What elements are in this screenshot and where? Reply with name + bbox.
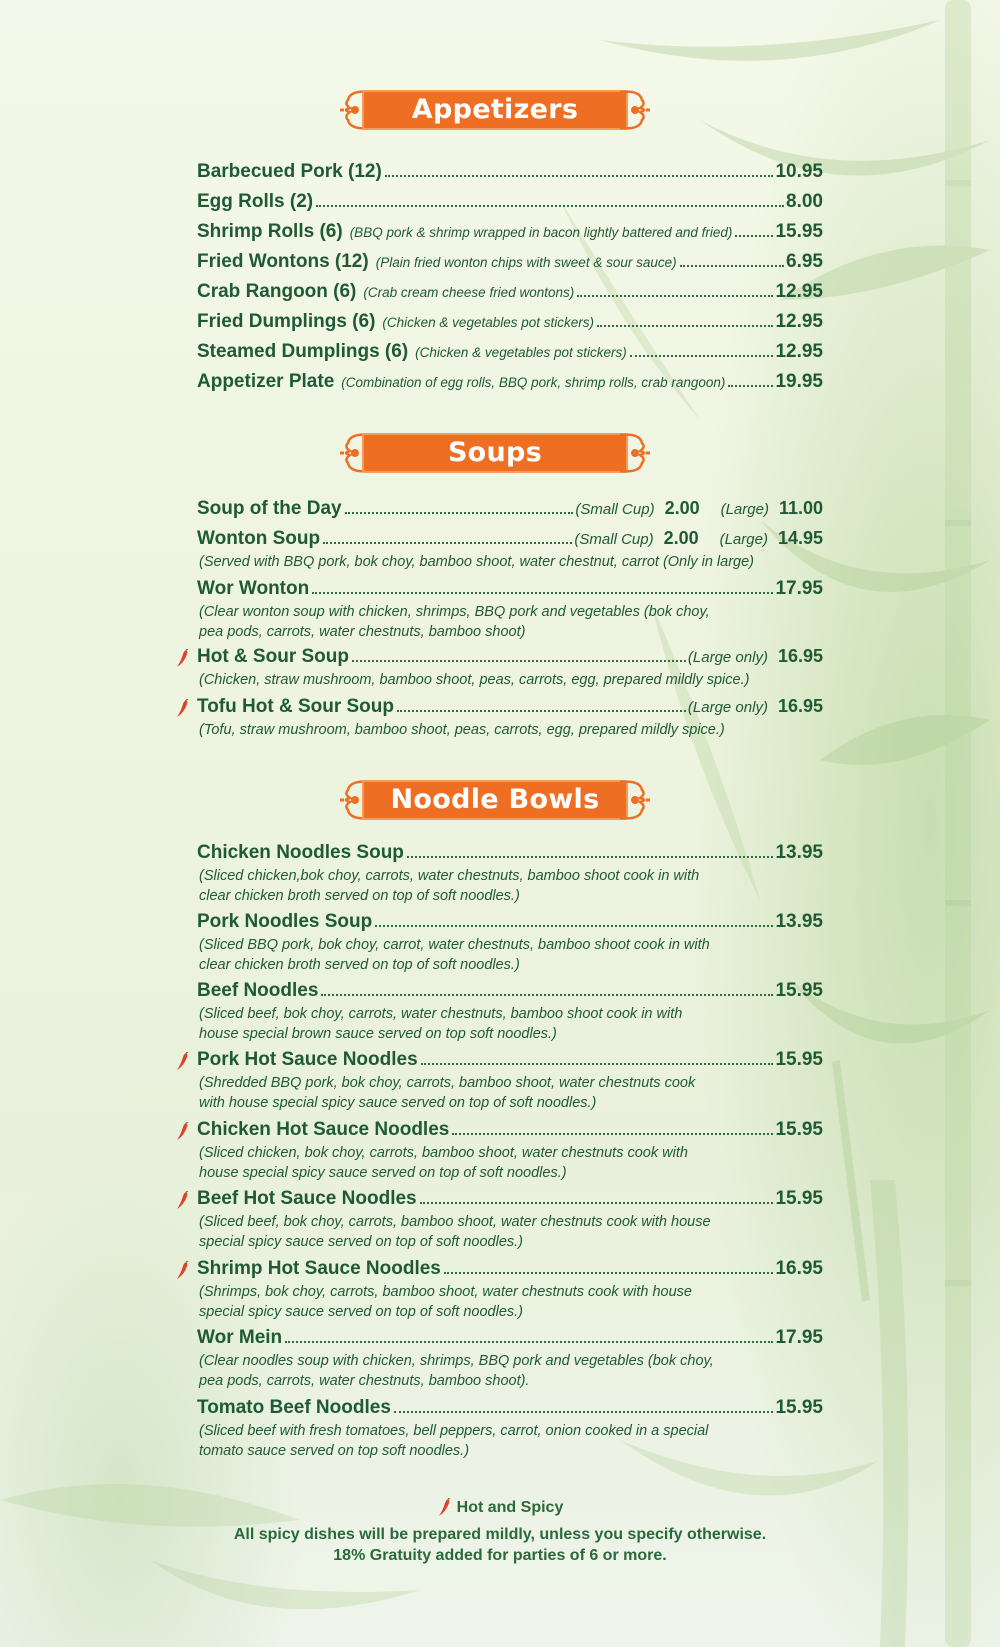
- dot-leader: [597, 325, 773, 327]
- item-price: 15.95: [775, 221, 823, 242]
- menu-item: [197, 221, 823, 245]
- item-name: Tomato Beef Noodles: [197, 1397, 391, 1418]
- item-price: 16.95: [775, 1258, 823, 1279]
- item-line: [197, 311, 823, 335]
- dot-leader: [385, 175, 774, 177]
- item-price: 15.95: [775, 1119, 823, 1140]
- item-description: (Sliced beef, bok choy, carrots, bamboo shoot, water chestnuts cook with house special spicy sauce served on top of soft noodles.): [199, 1214, 711, 1250]
- dot-leader: [444, 1272, 774, 1274]
- chili-pepper-icon: [175, 1261, 191, 1281]
- item-name: Appetizer Plate: [197, 371, 335, 392]
- item-line: [197, 251, 823, 275]
- item-line: [197, 646, 823, 670]
- item-line: [197, 161, 823, 185]
- item-description: (Sliced beef, bok choy, carrots, water chestnuts, bamboo shoot cook in with house special brown sauce served on top soft noodles.): [199, 1006, 683, 1042]
- noodle-bowls-header: [340, 776, 650, 824]
- item-line: [197, 371, 823, 395]
- banner-ornament-right: [620, 776, 650, 824]
- item-name: Chicken Noodles Soup: [197, 842, 404, 863]
- item-price: 8.00: [786, 191, 823, 212]
- item-description: (Sliced BBQ pork, bok choy, carrot, water chestnuts, bamboo shoot cook in with clear chicken broth served on top of soft noodles.): [199, 937, 710, 973]
- item-price: 13.95: [775, 842, 823, 863]
- size-label: (Large): [720, 501, 769, 518]
- item-description: (Clear wonton soup with chicken, shrimps, BBQ pork and vegetables (bok choy, pea pods, carrots, water chestnuts, bamboo shoot): [199, 604, 710, 640]
- item-price: 19.95: [775, 371, 823, 392]
- item-name: Fried Dumplings (6): [197, 311, 376, 332]
- item-name: Hot & Sour Soup: [197, 646, 349, 667]
- size-label: (Large only): [687, 649, 768, 666]
- item-line: [197, 341, 823, 365]
- item-name: Shrimp Rolls (6): [197, 221, 343, 242]
- menu-item: [197, 980, 823, 1044]
- chili-pepper-icon: [175, 699, 191, 719]
- item-description: (Sliced chicken, bok choy, carrots, bamboo shoot, water chestnuts cook with house special spicy sauce served on top of soft noodles.): [199, 1145, 688, 1181]
- item-note: (Chicken & vegetables pot stickers): [382, 315, 594, 330]
- dot-leader: [630, 355, 774, 357]
- item-description: (Shrimps, bok choy, carrots, bamboo shoot, water chestnuts cook with house special spicy sauce served on top of soft noodles.): [199, 1284, 692, 1320]
- item-name: Shrimp Hot Sauce Noodles: [197, 1258, 441, 1279]
- size-price: 2.00: [663, 528, 699, 548]
- item-description: (Served with BBQ pork, bok choy, bamboo shoot, water chestnut, carrot (Only in large): [199, 554, 755, 570]
- item-line: [197, 1188, 823, 1212]
- menu-item: [197, 528, 823, 572]
- menu-item: [197, 251, 823, 275]
- item-description: (Chicken, straw mushroom, bamboo shoot, peas, carrots, egg, prepared mildly spice.): [199, 672, 750, 688]
- item-line: [197, 498, 823, 522]
- item-price: 17.95: [775, 578, 823, 599]
- item-name: Crab Rangoon (6): [197, 281, 357, 302]
- gratuity-note: 18% Gratuity added for parties of 6 or more.: [333, 1546, 667, 1564]
- item-price: 17.95: [775, 1327, 823, 1348]
- menu-item: [197, 1049, 823, 1113]
- item-line: [197, 528, 823, 552]
- item-description: (Sliced chicken,bok choy, carrots, water chestnuts, bamboo shoot cook in with clear chicken broth served on top of soft noodles.): [199, 868, 700, 904]
- menu-item: [197, 911, 823, 975]
- item-name: Fried Wontons (12): [197, 251, 369, 272]
- chili-pepper-icon: [175, 1052, 191, 1072]
- dot-leader: [452, 1133, 773, 1135]
- soups-header: [340, 429, 650, 477]
- banner-ornament-right: [620, 86, 650, 134]
- dot-leader: [375, 925, 773, 927]
- item-name: Steamed Dumplings (6): [197, 341, 409, 362]
- item-line: [197, 578, 823, 602]
- menu-item: [197, 341, 823, 365]
- size-price: 14.95: [777, 528, 823, 548]
- item-price: 12.95: [775, 281, 823, 302]
- item-price: 15.95: [775, 1049, 823, 1070]
- item-description: (Shredded BBQ pork, bok choy, carrots, bamboo shoot, water chestnuts cook with house special spicy sauce served on top of soft noodles.): [199, 1075, 696, 1111]
- item-name: Pork Hot Sauce Noodles: [197, 1049, 418, 1070]
- item-line: [197, 911, 823, 935]
- item-price: 6.95: [786, 251, 823, 272]
- menu-item: [197, 696, 823, 740]
- legend-text: Hot and Spicy: [456, 1499, 564, 1516]
- size-label: (Small Cup): [574, 531, 654, 548]
- dot-leader: [577, 295, 773, 297]
- item-name: Beef Hot Sauce Noodles: [197, 1188, 417, 1209]
- dot-leader: [345, 512, 574, 514]
- dot-leader: [285, 1341, 773, 1343]
- item-line: [197, 696, 823, 720]
- item-name: Soup of the Day: [197, 498, 342, 519]
- dot-leader: [397, 710, 686, 712]
- menu-item: [197, 371, 823, 395]
- item-price: 15.95: [775, 980, 823, 1001]
- banner-ornament-right: [620, 429, 650, 477]
- menu-item: [197, 191, 823, 215]
- chili-pepper-icon: [175, 1191, 191, 1211]
- dot-leader: [421, 1063, 774, 1065]
- size-label: (Small Cup): [575, 501, 655, 518]
- item-price: 13.95: [775, 911, 823, 932]
- dot-leader: [420, 1202, 774, 1204]
- dot-leader: [316, 205, 784, 207]
- chili-pepper-icon: [175, 1122, 191, 1142]
- appetizers-header: [340, 86, 650, 134]
- dot-leader: [323, 542, 572, 544]
- item-name: Tofu Hot & Sour Soup: [197, 696, 394, 717]
- item-note: (Combination of egg rolls, BBQ pork, shrimp rolls, crab rangoon): [341, 375, 726, 390]
- item-description: (Clear noodles soup with chicken, shrimps, BBQ pork and vegetables (bok choy, pea pods, carrots, water chestnuts, bamboo shoot).: [199, 1353, 714, 1389]
- item-price: 12.95: [775, 341, 823, 362]
- item-line: [197, 221, 823, 245]
- item-name: Egg Rolls (2): [197, 191, 314, 212]
- dot-leader: [352, 660, 686, 662]
- menu-item: [197, 281, 823, 305]
- item-line: [197, 842, 823, 866]
- item-name: Wor Mein: [197, 1327, 283, 1348]
- item-line: [197, 1049, 823, 1073]
- menu-footer: [0, 1497, 1000, 1566]
- dot-leader: [312, 592, 773, 594]
- dot-leader: [321, 994, 773, 996]
- size-price: 16.95: [777, 696, 823, 716]
- item-price: 15.95: [775, 1188, 823, 1209]
- item-line: [197, 1258, 823, 1282]
- menu-item: [197, 498, 823, 522]
- item-line: [197, 1397, 823, 1421]
- menu-item: [197, 1188, 823, 1252]
- item-name: Pork Noodles Soup: [197, 911, 373, 932]
- item-line: [197, 281, 823, 305]
- item-name: Wor Wonton: [197, 578, 310, 599]
- menu-item: [197, 161, 823, 185]
- menu-item: [197, 842, 823, 906]
- menu-item: [197, 578, 823, 642]
- menu-item: [197, 311, 823, 335]
- dot-leader: [394, 1411, 774, 1413]
- dot-leader: [407, 856, 774, 858]
- item-description: (Sliced beef with fresh tomatoes, bell peppers, carrot, onion cooked in a special tomato sauce served on top soft noodles.): [199, 1423, 709, 1459]
- dot-leader: [735, 235, 773, 237]
- item-note: (Chicken & vegetables pot stickers): [415, 345, 627, 360]
- item-price: 12.95: [775, 311, 823, 332]
- chili-pepper-icon: [437, 1498, 453, 1518]
- spicy-note: All spicy dishes will be prepared mildly, unless you specify otherwise.: [233, 1525, 767, 1543]
- dot-leader: [728, 385, 773, 387]
- chili-pepper-icon: [175, 649, 191, 669]
- item-note: (BBQ pork & shrimp wrapped in bacon lightly battered and fried): [349, 225, 733, 240]
- menu-item: [197, 1327, 823, 1391]
- item-name: Chicken Hot Sauce Noodles: [197, 1119, 450, 1140]
- item-note: (Plain fried wonton chips with sweet & sour sauce): [375, 255, 677, 270]
- item-name: Barbecued Pork (12): [197, 161, 382, 182]
- item-line: [197, 1327, 823, 1351]
- item-name: Wonton Soup: [197, 528, 321, 549]
- dot-leader: [680, 265, 784, 267]
- item-note: (Crab cream cheese fried wontons): [363, 285, 575, 300]
- appetizers-title: Appetizers: [411, 94, 579, 125]
- item-price: 15.95: [775, 1397, 823, 1418]
- soups-title: Soups: [447, 437, 543, 468]
- item-line: [197, 980, 823, 1004]
- menu-item: [197, 1397, 823, 1461]
- size-price: 11.00: [778, 498, 823, 518]
- size-price: 16.95: [777, 646, 823, 666]
- item-line: [197, 191, 823, 215]
- menu-item: [197, 646, 823, 690]
- item-line: [197, 1119, 823, 1143]
- menu-item: [197, 1119, 823, 1183]
- noodle-bowls-title: Noodle Bowls: [390, 784, 600, 815]
- size-price: 2.00: [664, 498, 700, 518]
- menu-item: [197, 1258, 823, 1322]
- item-price: 10.95: [775, 161, 823, 182]
- item-name: Beef Noodles: [197, 980, 319, 1001]
- item-description: (Tofu, straw mushroom, bamboo shoot, peas, carrots, egg, prepared mildly spice.): [199, 722, 725, 738]
- size-label: (Large only): [687, 699, 768, 716]
- size-label: (Large): [719, 531, 768, 548]
